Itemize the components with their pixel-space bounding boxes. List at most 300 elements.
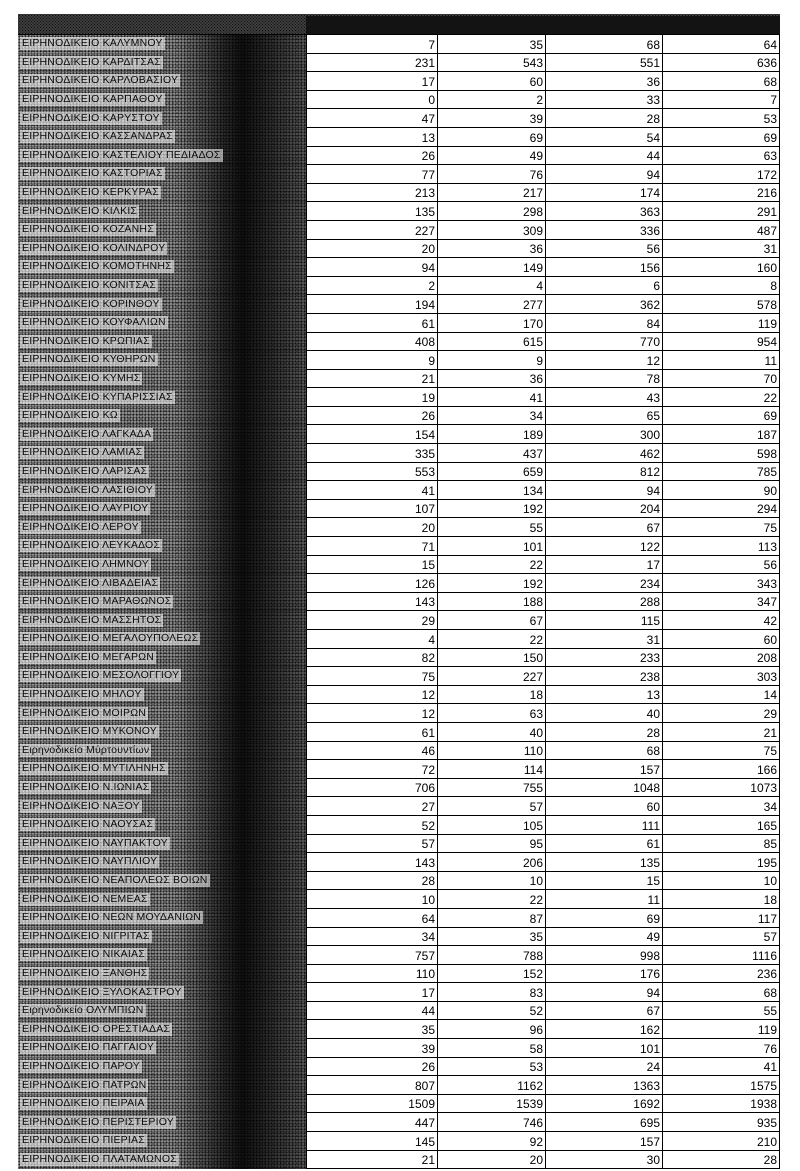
court-name: ΕΙΡΗΝΟΔΙΚΕΙΟ ΚΥΠΑΡΙΣΣΙΑΣ [22,390,173,403]
court-name: ΕΙΡΗΝΟΔΙΚΕΙΟ ΜΕΓΑΡΩΝ [22,650,154,663]
court-name-cell [18,704,306,723]
value-cell-col1: 135 [306,202,438,221]
value-cell-col1: 9 [306,351,438,370]
table-row [18,221,780,240]
value-cell-col4: 41 [663,1058,780,1077]
value-cell-col3: 176 [546,965,663,984]
value-cell-col4: 343 [663,574,780,593]
value-cell-col2: 298 [438,202,546,221]
table-row [18,463,780,482]
court-name-cell [18,630,306,649]
court-name-cell [18,872,306,891]
court-name-cell [18,277,306,296]
value-cell-col4: 291 [663,202,780,221]
table-row [18,760,780,779]
table-row [18,649,780,668]
value-cell-col2: 35 [438,928,546,947]
court-name: ΕΙΡΗΝΟΔΙΚΕΙΟ ΛΙΒΑΔΕΙΑΣ [22,576,159,589]
value-cell-col4: 60 [663,630,780,649]
court-name-cell [18,593,306,612]
table-row [18,853,780,872]
court-name: ΕΙΡΗΝΟΔΙΚΕΙΟ ΚΟΖΑΝΗΣ [22,223,154,236]
table-row [18,333,780,352]
value-cell-col2: 227 [438,667,546,686]
court-name-cell [18,1076,306,1095]
value-cell-col2: 4 [438,277,546,296]
court-name-cell [18,202,306,221]
court-name-cell [18,500,306,519]
value-cell-col2: 192 [438,500,546,519]
value-cell-col2: 83 [438,983,546,1002]
table-row [18,184,780,203]
value-cell-col1: 13 [306,128,438,147]
value-cell-col3: 6 [546,277,663,296]
value-cell-col2: 217 [438,184,546,203]
value-cell-col3: 68 [546,35,663,54]
value-cell-col4: 22 [663,388,780,407]
value-cell-col4: 42 [663,611,780,630]
value-cell-col3: 174 [546,184,663,203]
value-cell-col4: 53 [663,109,780,128]
value-cell-col2: 95 [438,835,546,854]
court-name: ΕΙΡΗΝΟΔΙΚΕΙΟ ΛΕΥΚΑΔΟΣ [22,539,161,552]
value-cell-col4: 11 [663,351,780,370]
court-name-cell [18,91,306,110]
court-name: ΕΙΡΗΝΟΔΙΚΕΙΟ ΛΕΡΟΥ [22,520,139,533]
court-name: ΕΙΡΗΝΟΔΙΚΕΙΟ ΠΙΕΡΙΑΣ [22,1134,145,1147]
table-row [18,1076,780,1095]
table-row [18,258,780,277]
value-cell-col1: 61 [306,314,438,333]
value-cell-col4: 8 [663,277,780,296]
value-cell-col2: 53 [438,1058,546,1077]
value-cell-col1: 27 [306,797,438,816]
value-cell-col2: 22 [438,630,546,649]
value-cell-col4: 69 [663,407,780,426]
value-cell-col1: 39 [306,1039,438,1058]
value-cell-col1: 20 [306,518,438,537]
value-cell-col4: 303 [663,667,780,686]
court-name: ΕΙΡΗΝΟΔΙΚΕΙΟ ΚΟΡΙΝΘΟΥ [22,297,160,310]
table-row [18,1113,780,1132]
table-row [18,481,780,500]
value-cell-col2: 18 [438,686,546,705]
court-name-cell [18,1020,306,1039]
court-name: ΕΙΡΗΝΟΔΙΚΕΙΟ ΜΗΛΟΥ [22,688,142,701]
court-name-cell [18,333,306,352]
value-cell-col2: 41 [438,388,546,407]
value-cell-col1: 26 [306,407,438,426]
value-cell-col4: 90 [663,481,780,500]
value-cell-col1: 17 [306,72,438,91]
value-cell-col3: 67 [546,518,663,537]
value-cell-col4: 1116 [663,946,780,965]
table-row [18,797,780,816]
court-name-cell [18,295,306,314]
value-cell-col2: 150 [438,649,546,668]
court-name: ΕΙΡΗΝΟΔΙΚΕΙΟ ΝΑΥΠΑΚΤΟΥ [22,836,168,849]
value-cell-col1: 110 [306,965,438,984]
value-cell-col4: 1938 [663,1095,780,1114]
value-cell-col1: 4 [306,630,438,649]
value-cell-col3: 69 [546,909,663,928]
court-name: ΕΙΡΗΝΟΔΙΚΕΙΟ ΚΡΩΠΙΑΣ [22,334,150,347]
court-name: ΕΙΡΗΝΟΔΙΚΕΙΟ ΛΑΓΚΑΔΑ [22,427,152,440]
court-name: ΕΙΡΗΝΟΔΙΚΕΙΟ ΜΑΡΑΘΩΝΟΣ [22,595,172,608]
court-name-cell [18,147,306,166]
court-name-cell [18,1058,306,1077]
value-cell-col2: 67 [438,611,546,630]
table-row [18,500,780,519]
court-name: ΕΙΡΗΝΟΔΙΚΕΙΟ ΠΑΓΓΑΙΟΥ [22,1041,155,1054]
value-cell-col3: 44 [546,147,663,166]
court-name-cell [18,72,306,91]
court-name: ΕΙΡΗΝΟΔΙΚΕΙΟ ΝΑΟΥΣΑΣ [22,818,154,831]
value-cell-col1: 107 [306,500,438,519]
value-cell-col3: 54 [546,128,663,147]
court-name: ΕΙΡΗΝΟΔΙΚΕΙΟ ΚΑΣΤΕΛΙΟΥ ΠΕΔΙΑΔΟΣ [22,148,221,161]
value-cell-col2: 55 [438,518,546,537]
value-cell-col4: 113 [663,537,780,556]
court-name: ΕΙΡΗΝΟΔΙΚΕΙΟ ΚΟΥΦΑΛΙΩΝ [22,316,166,329]
court-name: ΕΙΡΗΝΟΔΙΚΕΙΟ ΜΑΣΣΗΤΟΣ [22,613,162,626]
value-cell-col2: 1539 [438,1095,546,1114]
table-row [18,1020,780,1039]
court-name-cell [18,35,306,54]
table-row [18,295,780,314]
value-cell-col3: 11 [546,890,663,909]
court-name-cell [18,723,306,742]
table-row [18,109,780,128]
table-row [18,1002,780,1021]
value-cell-col4: 64 [663,35,780,54]
value-cell-col3: 300 [546,425,663,444]
table-row [18,1039,780,1058]
value-cell-col2: 20 [438,1151,546,1170]
table-row [18,909,780,928]
table-row [18,667,780,686]
value-cell-col2: 277 [438,295,546,314]
value-cell-col1: 12 [306,686,438,705]
value-cell-col3: 115 [546,611,663,630]
court-name: ΕΙΡΗΝΟΔΙΚΕΙΟ ΠΑΡΟΥ [22,1059,140,1072]
value-cell-col2: 105 [438,816,546,835]
value-cell-col3: 28 [546,109,663,128]
value-cell-col4: 236 [663,965,780,984]
value-cell-col2: 87 [438,909,546,928]
value-cell-col2: 49 [438,147,546,166]
court-name-cell [18,946,306,965]
table-row [18,165,780,184]
court-name: ΕΙΡΗΝΟΔΙΚΕΙΟ ΟΡΕΣΤΙΑΔΑΣ [22,1022,171,1035]
value-cell-col1: 21 [306,370,438,389]
value-cell-col3: 812 [546,463,663,482]
court-name: ΕΙΡΗΝΟΔΙΚΕΙΟ ΝΙΚΑΙΑΣ [22,948,145,961]
court-name-cell [18,797,306,816]
value-cell-col1: 213 [306,184,438,203]
table-row [18,407,780,426]
court-name: ΕΙΡΗΝΟΔΙΚΕΙΟ ΚΑΡΔΙΤΣΑΣ [22,55,161,68]
value-cell-col1: 15 [306,556,438,575]
value-cell-col4: 210 [663,1132,780,1151]
court-name-cell [18,314,306,333]
court-name: ΕΙΡΗΝΟΔΙΚΕΙΟ ΝΙΓΡΙΤΑΣ [22,929,150,942]
court-name-cell [18,128,306,147]
value-cell-col1: 26 [306,1058,438,1077]
value-cell-col3: 61 [546,835,663,854]
table-row [18,928,780,947]
value-cell-col2: 63 [438,704,546,723]
value-cell-col2: 76 [438,165,546,184]
value-cell-col2: 101 [438,537,546,556]
value-cell-col1: 34 [306,928,438,947]
court-name: ΕΙΡΗΝΟΔΙΚΕΙΟ ΝΑΥΠΛΙΟΥ [22,855,158,868]
value-cell-col3: 43 [546,388,663,407]
table-row [18,1095,780,1114]
value-cell-col1: 41 [306,481,438,500]
table-row [18,388,780,407]
court-name: ΕΙΡΗΝΟΔΙΚΕΙΟ ΛΑΥΡΙΟΥ [22,502,149,515]
table-header-band [18,14,780,36]
table-row [18,425,780,444]
court-name-cell [18,853,306,872]
court-name-cell [18,425,306,444]
table-row [18,1132,780,1151]
value-cell-col4: 34 [663,797,780,816]
table-row [18,630,780,649]
court-name: ΕΙΡΗΝΟΔΙΚΕΙΟ ΚΥΘΗΡΩΝ [22,353,156,366]
table-row [18,742,780,761]
table-row [18,370,780,389]
table-row [18,35,780,54]
court-name-cell [18,463,306,482]
value-cell-col1: 19 [306,388,438,407]
value-cell-col4: 76 [663,1039,780,1058]
value-cell-col4: 165 [663,816,780,835]
table-row [18,351,780,370]
table-row [18,128,780,147]
value-cell-col2: 659 [438,463,546,482]
value-cell-col4: 75 [663,518,780,537]
court-name: ΕΙΡΗΝΟΔΙΚΕΙΟ ΜΕΣΟΛΟΓΓΙΟΥ [22,669,180,682]
value-cell-col1: 82 [306,649,438,668]
court-name: ΕΙΡΗΝΟΔΙΚΕΙΟ ΝΕΩΝ ΜΟΥΔΑΝΙΩΝ [22,911,202,924]
table-row [18,1151,780,1170]
value-cell-col4: 785 [663,463,780,482]
value-cell-col1: 0 [306,91,438,110]
value-cell-col4: 166 [663,760,780,779]
value-cell-col4: 935 [663,1113,780,1132]
court-name-cell [18,444,306,463]
table-row [18,574,780,593]
value-cell-col3: 67 [546,1002,663,1021]
court-name-cell [18,518,306,537]
value-cell-col3: 111 [546,816,663,835]
value-cell-col1: 21 [306,1151,438,1170]
court-name: ΕΙΡΗΝΟΔΙΚΕΙΟ ΜΥΚΟΝΟΥ [22,725,157,738]
value-cell-col2: 543 [438,54,546,73]
value-cell-col4: 63 [663,147,780,166]
value-cell-col4: 187 [663,425,780,444]
value-cell-col3: 13 [546,686,663,705]
court-name: ΕΙΡΗΝΟΔΙΚΕΙΟ ΚΟΛΙΝΔΡΟΥ [22,241,166,254]
value-cell-col3: 157 [546,1132,663,1151]
value-cell-col3: 156 [546,258,663,277]
value-cell-col4: 119 [663,1020,780,1039]
value-cell-col1: 72 [306,760,438,779]
court-name: ΕΙΡΗΝΟΔΙΚΕΙΟ ΛΑΜΙΑΣ [22,446,143,459]
court-name-cell [18,909,306,928]
value-cell-col3: 56 [546,240,663,259]
value-cell-col1: 807 [306,1076,438,1095]
court-name-cell [18,649,306,668]
value-cell-col4: 1575 [663,1076,780,1095]
value-cell-col1: 75 [306,667,438,686]
value-cell-col3: 1048 [546,779,663,798]
table-row [18,593,780,612]
value-cell-col3: 40 [546,704,663,723]
value-cell-col4: 56 [663,556,780,575]
value-cell-col1: 231 [306,54,438,73]
value-cell-col4: 598 [663,444,780,463]
court-name-cell [18,370,306,389]
court-name: ΕΙΡΗΝΟΔΙΚΕΙΟ ΜΟΙΡΩΝ [22,706,147,719]
court-name-cell [18,667,306,686]
court-name: ΕΙΡΗΝΟΔΙΚΕΙΟ ΚΑΣΤΟΡΙΑΣ [22,167,163,180]
value-cell-col2: 58 [438,1039,546,1058]
value-cell-col2: 615 [438,333,546,352]
court-name: ΕΙΡΗΝΟΔΙΚΕΙΟ ΠΕΡΙΣΤΕΡΙΟΥ [22,1115,174,1128]
value-cell-col1: 61 [306,723,438,742]
value-cell-col2: 149 [438,258,546,277]
table-row [18,91,780,110]
value-cell-col1: 10 [306,890,438,909]
value-cell-col4: 195 [663,853,780,872]
value-cell-col4: 75 [663,742,780,761]
court-name-cell [18,165,306,184]
court-name-cell [18,928,306,947]
value-cell-col4: 7 [663,91,780,110]
value-cell-col3: 36 [546,72,663,91]
court-name-cell [18,686,306,705]
table-row [18,537,780,556]
value-cell-col3: 1363 [546,1076,663,1095]
value-cell-col3: 122 [546,537,663,556]
court-name-cell [18,965,306,984]
value-cell-col1: 126 [306,574,438,593]
value-cell-col3: 770 [546,333,663,352]
value-cell-col2: 9 [438,351,546,370]
value-cell-col1: 145 [306,1132,438,1151]
table-row [18,54,780,73]
value-cell-col3: 78 [546,370,663,389]
value-cell-col3: 157 [546,760,663,779]
court-name-cell [18,1002,306,1021]
court-name-cell [18,556,306,575]
value-cell-col4: 119 [663,314,780,333]
value-cell-col4: 28 [663,1151,780,1170]
value-cell-col2: 1162 [438,1076,546,1095]
value-cell-col1: 52 [306,816,438,835]
court-name-cell [18,481,306,500]
court-name: ΕΙΡΗΝΟΔΙΚΕΙΟ ΚΑΡΠΑΘΟΥ [22,93,163,106]
value-cell-col3: 33 [546,91,663,110]
value-cell-col3: 94 [546,165,663,184]
value-cell-col4: 85 [663,835,780,854]
value-cell-col4: 347 [663,593,780,612]
value-cell-col1: 553 [306,463,438,482]
court-name-cell [18,1151,306,1170]
value-cell-col4: 954 [663,333,780,352]
court-name: Ειρηνοδικείο ΟΛΥΜΠΙΩΝ [22,1004,144,1017]
court-name: ΕΙΡΗΝΟΔΙΚΕΙΟ ΞΥΛΟΚΑΣΤΡΟΥ [22,985,182,998]
court-name-cell [18,890,306,909]
value-cell-col2: 34 [438,407,546,426]
table-row [18,277,780,296]
value-cell-col3: 94 [546,481,663,500]
value-cell-col2: 114 [438,760,546,779]
value-cell-col3: 551 [546,54,663,73]
value-cell-col4: 14 [663,686,780,705]
value-cell-col2: 96 [438,1020,546,1039]
value-cell-col4: 636 [663,54,780,73]
value-cell-col2: 10 [438,872,546,891]
value-cell-col4: 18 [663,890,780,909]
value-cell-col2: 170 [438,314,546,333]
value-cell-col3: 68 [546,742,663,761]
court-name: ΕΙΡΗΝΟΔΙΚΕΙΟ ΛΑΡΙΣΑΣ [22,464,148,477]
court-name: ΕΙΡΗΝΟΔΙΚΕΙΟ ΚΕΡΚΥΡΑΣ [22,186,159,199]
table-row [18,1058,780,1077]
value-cell-col3: 84 [546,314,663,333]
table-row [18,202,780,221]
value-cell-col3: 12 [546,351,663,370]
table-row [18,983,780,1002]
value-cell-col2: 39 [438,109,546,128]
value-cell-col3: 135 [546,853,663,872]
value-cell-col1: 143 [306,853,438,872]
value-cell-col1: 57 [306,835,438,854]
court-name: ΕΙΡΗΝΟΔΙΚΕΙΟ ΚΑΡΛΟΒΑΣΙΟΥ [22,74,179,87]
table-row [18,240,780,259]
table-row [18,72,780,91]
value-cell-col1: 447 [306,1113,438,1132]
table-row [18,890,780,909]
value-cell-col2: 192 [438,574,546,593]
court-name-cell [18,1113,306,1132]
value-cell-col1: 77 [306,165,438,184]
value-cell-col2: 40 [438,723,546,742]
value-cell-col2: 22 [438,890,546,909]
value-cell-col2: 206 [438,853,546,872]
value-cell-col1: 64 [306,909,438,928]
table-row [18,314,780,333]
value-cell-col2: 746 [438,1113,546,1132]
value-cell-col3: 695 [546,1113,663,1132]
court-name: ΕΙΡΗΝΟΔΙΚΕΙΟ ΚΥΜΗΣ [22,371,141,384]
court-name: ΕΙΡΗΝΟΔΙΚΕΙΟ ΚΑΛΥΜΝΟΥ [22,37,163,50]
value-cell-col4: 160 [663,258,780,277]
value-cell-col1: 47 [306,109,438,128]
value-cell-col4: 117 [663,909,780,928]
value-cell-col3: 462 [546,444,663,463]
value-cell-col3: 234 [546,574,663,593]
table-row [18,965,780,984]
value-cell-col2: 309 [438,221,546,240]
court-name: ΕΙΡΗΝΟΔΙΚΕΙΟ ΛΑΣΙΘΙΟΥ [22,483,153,496]
table-row [18,518,780,537]
court-name-cell [18,816,306,835]
